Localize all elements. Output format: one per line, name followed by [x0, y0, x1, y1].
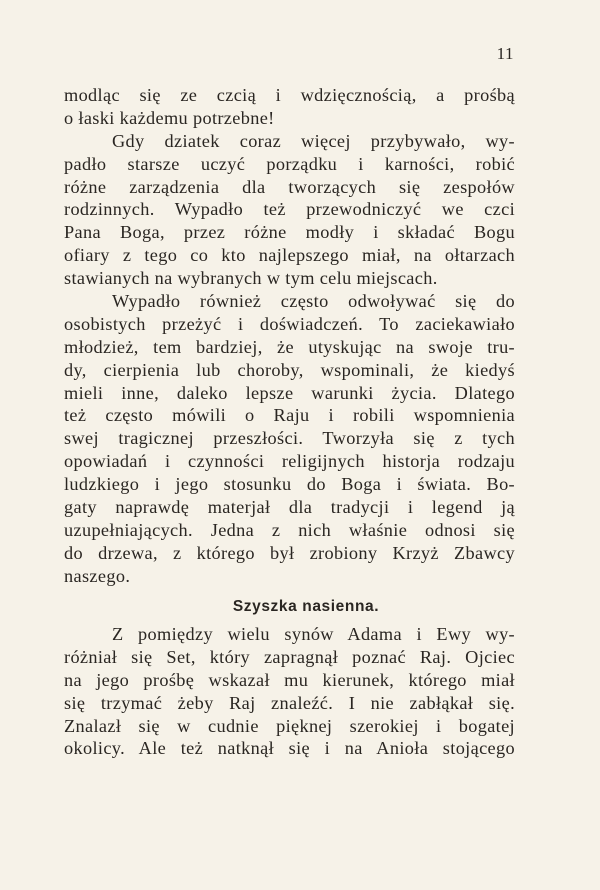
- text-line: naszego.: [64, 565, 131, 586]
- text-line: rodzinnych. Wypadło też przewodniczyć we czci: [64, 199, 515, 220]
- text-line: różniał się Set, który zapragnął poznać Raj. Ojciec: [64, 646, 515, 667]
- paragraph-block-2: [64, 623, 515, 760]
- text-line: uzupełniających. Jedna z nich właśnie odnosi się: [64, 519, 515, 540]
- text-line: różne zarządzenia dla tworzących się zespołów: [64, 176, 515, 197]
- text-line: Pana Boga, przez różne modły i składać Bogu: [64, 222, 515, 243]
- text-line: Wypadło również często odwoływać się do: [112, 291, 515, 312]
- text-line: ludzkiego i jego stosunku do Boga i świata. Bo-: [64, 474, 515, 495]
- text-line: Z pomiędzy wielu synów Adama i Ewy wy-: [112, 624, 515, 644]
- text-line: okolicy. Ale też natknął się i na Anioła stojącego: [64, 738, 515, 759]
- text-line: stawianych na wybranych w tym celu miejscach.: [64, 268, 438, 289]
- text-line: opowiadań i czynności religijnych historja rodzaju: [64, 451, 515, 472]
- text-line: Gdy dziatek coraz więcej przybywało, wy-: [112, 130, 515, 151]
- text-line: na jego prośbę wskazał mu kierunek, którego miał: [64, 669, 515, 690]
- text-line: o łaski każdemu potrzebne!: [64, 107, 275, 128]
- text-line: osobistych przeżyć i doświadczeń. To zaciekawiało: [64, 313, 515, 334]
- text-line: modląc się ze czcią i wdzięcznością, a prośbą: [64, 85, 515, 105]
- text-line: padło starsze uczyć porządku i karności, robić: [64, 153, 515, 174]
- text-line: swej tragicznej przeszłości. Tworzyła się z tych: [64, 428, 515, 449]
- text-line: ofiary z tego co kto najlepszego miał, na ołtarzach: [64, 245, 515, 266]
- text-line: młodzież, tem bardziej, że utyskując na swoje tru-: [64, 336, 515, 357]
- page-number: 11: [496, 44, 514, 63]
- text-line: gaty naprawdę materjał dla tradycji i legend ją: [64, 497, 515, 518]
- text-line: Znalazł się w cudnie pięknej szerokiej i bogatej: [64, 715, 515, 736]
- text-line: też często mówili o Raju i robili wspomnienia: [64, 405, 515, 426]
- text-line: do drzewa, z którego był zrobiony Krzyż Zbawcy: [64, 542, 515, 563]
- section-heading: Szyszka nasienna.: [232, 598, 380, 615]
- paragraph-block-1: [64, 84, 515, 588]
- text-line: się trzymać żeby Raj znaleźć. I nie zabłąkał się.: [64, 692, 515, 713]
- text-line: dy, cierpienia lub choroby, wspominali, że kiedyś: [64, 359, 515, 380]
- text-line: mieli inne, daleko lepsze warunki życia. Dlatego: [64, 382, 515, 403]
